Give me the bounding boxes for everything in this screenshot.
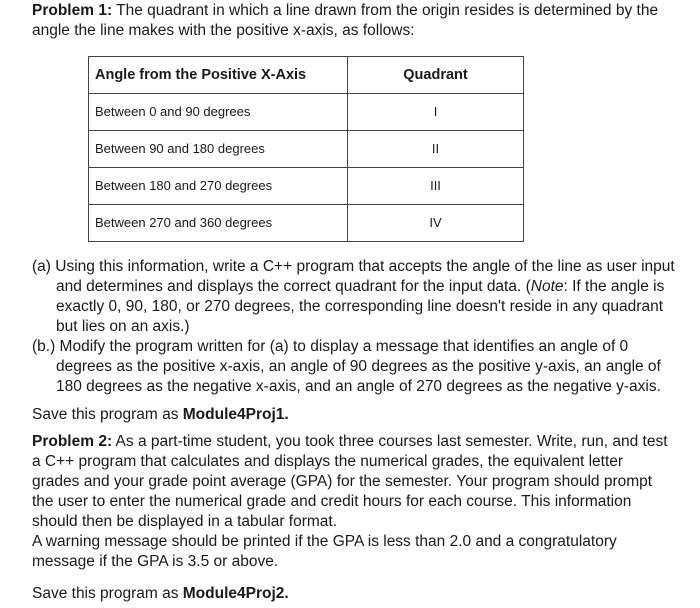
angle-cell: Between 180 and 270 degrees: [89, 168, 348, 205]
problem-2: [32, 432, 672, 572]
save-2-filename: Module4Proj2.: [182, 585, 289, 602]
save-1-filename: Module4Proj1.: [182, 406, 289, 423]
header-angle: Angle from the Positive X-Axis: [89, 57, 348, 94]
problem-1-label: Problem 1:: [32, 2, 113, 19]
note-label: Note: [530, 278, 564, 295]
table-row: [89, 131, 524, 168]
table-header-row: [89, 57, 524, 94]
quadrant-cell: IV: [348, 205, 524, 242]
part-a-text-1: (a) Using this information, write a C++ program that accepts the angle of the line as user input and determines and displays the correct quadrant for the input data. (: [32, 258, 675, 295]
table-row: [89, 94, 524, 131]
quadrant-cell: I: [348, 94, 524, 131]
problem-2-label: Problem 2:: [32, 433, 113, 450]
save-1-prefix: Save this program as: [32, 406, 183, 423]
quadrant-cell: II: [348, 131, 524, 168]
angle-cell: Between 0 and 90 degrees: [89, 94, 348, 131]
part-a: [32, 257, 686, 337]
save-instruction-2: [32, 584, 289, 604]
quadrant-cell: III: [348, 168, 524, 205]
problem-1-intro: [32, 1, 672, 41]
problem-1-text: The quadrant in which a line drawn from the origin resides is determined by the angle the line makes with the positive x-axis, as follows:: [32, 2, 659, 39]
save-instruction-1: [32, 405, 289, 425]
table-row: [89, 205, 524, 242]
save-2-prefix: Save this program as: [32, 585, 183, 602]
problem-2-text-2: A warning message should be printed if the GPA is less than 2.0 and a congratulatory message if the GPA is 3.5 or above.: [32, 533, 617, 570]
angle-cell: Between 270 and 360 degrees: [89, 205, 348, 242]
part-b: (b.) Modify the program written for (a) to display a message that identifies an angle of 0 degrees as the positive x-axis, an angle of 90 degrees as the positive y-axis, an angle of 180 degrees as the negative x-axis, and an angle of 270 degrees as the negative y-axis.: [32, 338, 661, 395]
problem-2-text: As a part-time student, you took three courses last semester. Write, run, and test a C++ program that calculates and displays the numerical grades, the equivalent letter grades and your grade point average (GPA) for the semester. Your program should prompt the user to enter the numerical grade and credit hours for each course. This information should then be displayed in a tabular format.: [32, 433, 668, 530]
quadrant-table: [88, 56, 524, 242]
angle-cell: Between 90 and 180 degrees: [89, 131, 348, 168]
part-a-text-2: : If the angle is exactly 0, 90, 180, or 270 degrees, the corresponding line doesn't reside in any quadrant but lies on an axis.): [56, 278, 665, 335]
table-row: [89, 168, 524, 205]
header-quadrant: Quadrant: [348, 57, 524, 94]
